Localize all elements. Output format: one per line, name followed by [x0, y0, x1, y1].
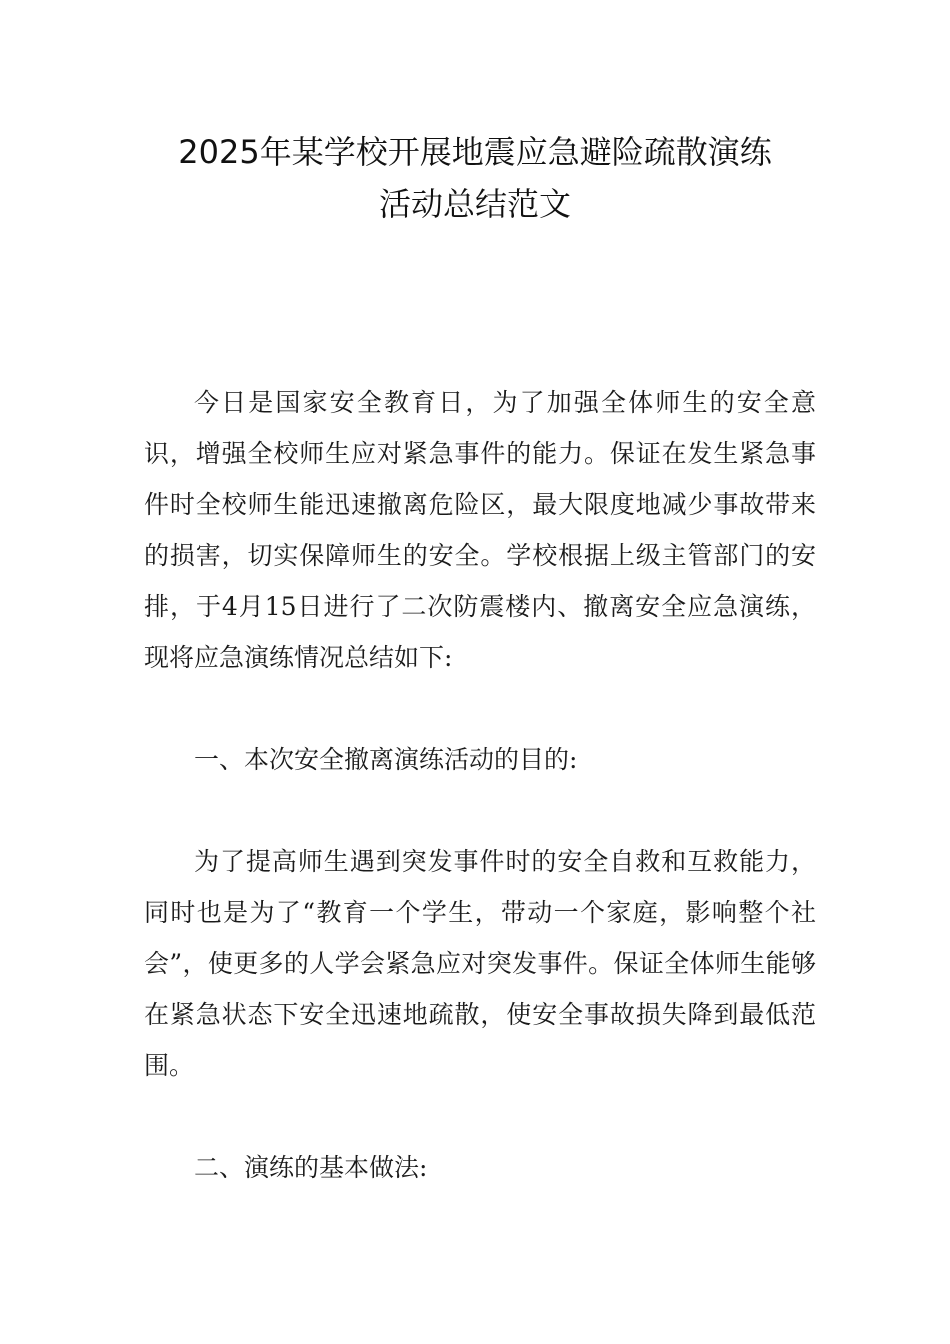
- paragraph-gap: [144, 683, 816, 734]
- paragraph-gap: [144, 1091, 816, 1142]
- document-body: [144, 377, 816, 1193]
- document-title: [100, 126, 850, 230]
- title-line-1: 2025年某学校开展地震应急避险疏散演练: [178, 133, 772, 171]
- title-line-2: 活动总结范文: [378, 185, 571, 223]
- paragraph-gap: [144, 785, 816, 836]
- purpose-paragraph: 为了提高师生遇到突发事件时的安全自救和互救能力，同时也是为了“教育一个学生，带动一个家庭，影响整个社会”，使更多的人学会紧急应对突发事件。保证全体师生能够在紧急状态下安全迅速地疏散，使安全事故损失降到最低范围。: [144, 847, 816, 1080]
- section-heading-method: 二、演练的基本做法:: [194, 1153, 428, 1182]
- intro-paragraph: 今日是国家安全教育日，为了加强全体师生的安全意识，增强全校师生应对紧急事件的能力。保证在发生紧急事件时全校师生能迅速撤离危险区，最大限度地减少事故带来的损害，切实保障师生的安全。学校根据上级主管部门的安排，于4月15日进行了二次防震楼内、撤离安全应急演练，现将应急演练情况总结如下:: [144, 388, 816, 672]
- section-heading-purpose: 一、本次安全撤离演练活动的目的:: [194, 745, 578, 774]
